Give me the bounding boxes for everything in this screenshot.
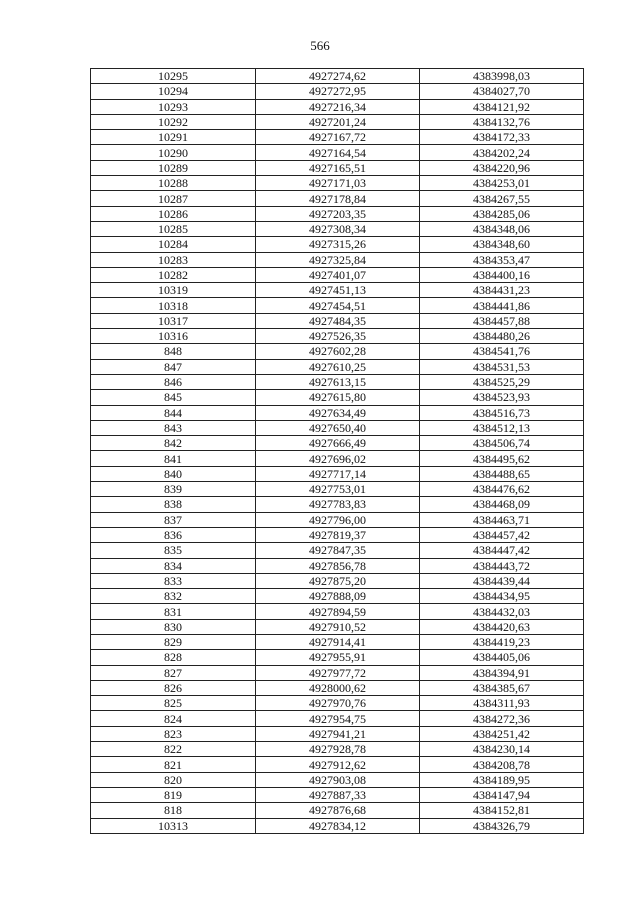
table-row	[91, 267, 584, 282]
x-coordinate-cell: 4927928,78	[256, 742, 420, 757]
point-number-cell: 10318	[91, 298, 256, 313]
table-row	[91, 436, 584, 451]
coordinates-table-body	[91, 69, 584, 834]
x-coordinate-cell: 4927941,21	[256, 726, 420, 741]
table-row	[91, 573, 584, 588]
y-coordinate-cell: 4384468,09	[420, 497, 584, 512]
x-coordinate-cell: 4927910,52	[256, 619, 420, 634]
x-coordinate-cell: 4927753,01	[256, 482, 420, 497]
table-row	[91, 84, 584, 99]
y-coordinate-cell: 4383998,03	[420, 69, 584, 84]
y-coordinate-cell: 4384457,42	[420, 527, 584, 542]
x-coordinate-cell: 4927274,62	[256, 69, 420, 84]
point-number-cell: 836	[91, 527, 256, 542]
x-coordinate-cell: 4927887,33	[256, 787, 420, 802]
x-coordinate-cell: 4927903,08	[256, 772, 420, 787]
x-coordinate-cell: 4927201,24	[256, 114, 420, 129]
y-coordinate-cell: 4384353,47	[420, 252, 584, 267]
y-coordinate-cell: 4384311,93	[420, 696, 584, 711]
table-row	[91, 772, 584, 787]
point-number-cell: 833	[91, 573, 256, 588]
point-number-cell: 837	[91, 512, 256, 527]
y-coordinate-cell: 4384447,42	[420, 543, 584, 558]
table-row	[91, 527, 584, 542]
table-row	[91, 313, 584, 328]
y-coordinate-cell: 4384419,23	[420, 634, 584, 649]
table-row	[91, 787, 584, 802]
x-coordinate-cell: 4927178,84	[256, 191, 420, 206]
x-coordinate-cell: 4927325,84	[256, 252, 420, 267]
x-coordinate-cell: 4927696,02	[256, 451, 420, 466]
table-row	[91, 99, 584, 114]
y-coordinate-cell: 4384385,67	[420, 680, 584, 695]
x-coordinate-cell: 4927451,13	[256, 283, 420, 298]
table-row	[91, 176, 584, 191]
point-number-cell: 10286	[91, 206, 256, 221]
table-row	[91, 482, 584, 497]
x-coordinate-cell: 4927666,49	[256, 436, 420, 451]
y-coordinate-cell: 4384230,14	[420, 742, 584, 757]
point-number-cell: 842	[91, 436, 256, 451]
point-number-cell: 10291	[91, 130, 256, 145]
point-number-cell: 826	[91, 680, 256, 695]
table-row	[91, 221, 584, 236]
x-coordinate-cell: 4927796,00	[256, 512, 420, 527]
point-number-cell: 10284	[91, 237, 256, 252]
table-row	[91, 237, 584, 252]
table-row	[91, 742, 584, 757]
coordinates-table	[90, 68, 584, 834]
x-coordinate-cell: 4927894,59	[256, 604, 420, 619]
x-coordinate-cell: 4927203,35	[256, 206, 420, 221]
y-coordinate-cell: 4384400,16	[420, 267, 584, 282]
table-row	[91, 329, 584, 344]
table-row	[91, 634, 584, 649]
x-coordinate-cell: 4927970,76	[256, 696, 420, 711]
point-number-cell: 823	[91, 726, 256, 741]
y-coordinate-cell: 4384220,96	[420, 160, 584, 175]
x-coordinate-cell: 4927977,72	[256, 665, 420, 680]
point-number-cell: 832	[91, 589, 256, 604]
y-coordinate-cell: 4384348,60	[420, 237, 584, 252]
point-number-cell: 843	[91, 420, 256, 435]
y-coordinate-cell: 4384463,71	[420, 512, 584, 527]
point-number-cell: 10317	[91, 313, 256, 328]
x-coordinate-cell: 4927914,41	[256, 634, 420, 649]
table-row	[91, 374, 584, 389]
x-coordinate-cell: 4927847,35	[256, 543, 420, 558]
table-row	[91, 650, 584, 665]
point-number-cell: 830	[91, 619, 256, 634]
y-coordinate-cell: 4384147,94	[420, 787, 584, 802]
table-row	[91, 543, 584, 558]
x-coordinate-cell: 4927613,15	[256, 374, 420, 389]
point-number-cell: 10292	[91, 114, 256, 129]
point-number-cell: 841	[91, 451, 256, 466]
x-coordinate-cell: 4927875,20	[256, 573, 420, 588]
point-number-cell: 10282	[91, 267, 256, 282]
x-coordinate-cell: 4927955,91	[256, 650, 420, 665]
point-number-cell: 840	[91, 466, 256, 481]
x-coordinate-cell: 4927876,68	[256, 803, 420, 818]
y-coordinate-cell: 4384523,93	[420, 390, 584, 405]
table-row	[91, 145, 584, 160]
point-number-cell: 10295	[91, 69, 256, 84]
x-coordinate-cell: 4927615,80	[256, 390, 420, 405]
y-coordinate-cell: 4384439,44	[420, 573, 584, 588]
point-number-cell: 822	[91, 742, 256, 757]
y-coordinate-cell: 4384253,01	[420, 176, 584, 191]
point-number-cell: 844	[91, 405, 256, 420]
y-coordinate-cell: 4384443,72	[420, 558, 584, 573]
table-row	[91, 114, 584, 129]
table-row	[91, 283, 584, 298]
x-coordinate-cell: 4927856,78	[256, 558, 420, 573]
x-coordinate-cell: 4927717,14	[256, 466, 420, 481]
x-coordinate-cell: 4927216,34	[256, 99, 420, 114]
table-row	[91, 466, 584, 481]
point-number-cell: 10289	[91, 160, 256, 175]
point-number-cell: 825	[91, 696, 256, 711]
table-row	[91, 420, 584, 435]
y-coordinate-cell: 4384441,86	[420, 298, 584, 313]
y-coordinate-cell: 4384132,76	[420, 114, 584, 129]
y-coordinate-cell: 4384121,92	[420, 99, 584, 114]
y-coordinate-cell: 4384506,74	[420, 436, 584, 451]
point-number-cell: 848	[91, 344, 256, 359]
y-coordinate-cell: 4384285,06	[420, 206, 584, 221]
y-coordinate-cell: 4384152,81	[420, 803, 584, 818]
point-number-cell: 10294	[91, 84, 256, 99]
table-row	[91, 604, 584, 619]
table-row	[91, 619, 584, 634]
point-number-cell: 10288	[91, 176, 256, 191]
x-coordinate-cell: 4927164,54	[256, 145, 420, 160]
y-coordinate-cell: 4384189,95	[420, 772, 584, 787]
x-coordinate-cell: 4928000,62	[256, 680, 420, 695]
y-coordinate-cell: 4384027,70	[420, 84, 584, 99]
page-number: 566	[310, 38, 330, 53]
x-coordinate-cell: 4927650,40	[256, 420, 420, 435]
x-coordinate-cell: 4927315,26	[256, 237, 420, 252]
table-row	[91, 512, 584, 527]
x-coordinate-cell: 4927454,51	[256, 298, 420, 313]
y-coordinate-cell: 4384525,29	[420, 374, 584, 389]
table-row	[91, 206, 584, 221]
point-number-cell: 828	[91, 650, 256, 665]
table-row	[91, 711, 584, 726]
table-row	[91, 665, 584, 680]
table-row	[91, 405, 584, 420]
y-coordinate-cell: 4384326,79	[420, 818, 584, 833]
point-number-cell: 827	[91, 665, 256, 680]
x-coordinate-cell: 4927308,34	[256, 221, 420, 236]
y-coordinate-cell: 4384394,91	[420, 665, 584, 680]
x-coordinate-cell: 4927526,35	[256, 329, 420, 344]
table-row	[91, 191, 584, 206]
table-row	[91, 497, 584, 512]
point-number-cell: 10313	[91, 818, 256, 833]
point-number-cell: 846	[91, 374, 256, 389]
point-number-cell: 834	[91, 558, 256, 573]
y-coordinate-cell: 4384348,06	[420, 221, 584, 236]
table-row	[91, 69, 584, 84]
table-row	[91, 344, 584, 359]
x-coordinate-cell: 4927602,28	[256, 344, 420, 359]
y-coordinate-cell: 4384516,73	[420, 405, 584, 420]
point-number-cell: 847	[91, 359, 256, 374]
table-row	[91, 451, 584, 466]
x-coordinate-cell: 4927954,75	[256, 711, 420, 726]
y-coordinate-cell: 4384272,36	[420, 711, 584, 726]
x-coordinate-cell: 4927634,49	[256, 405, 420, 420]
point-number-cell: 10285	[91, 221, 256, 236]
table-row	[91, 252, 584, 267]
x-coordinate-cell: 4927912,62	[256, 757, 420, 772]
table-row	[91, 726, 584, 741]
x-coordinate-cell: 4927819,37	[256, 527, 420, 542]
y-coordinate-cell: 4384476,62	[420, 482, 584, 497]
y-coordinate-cell: 4384405,06	[420, 650, 584, 665]
table-row	[91, 818, 584, 833]
x-coordinate-cell: 4927834,12	[256, 818, 420, 833]
point-number-cell: 820	[91, 772, 256, 787]
point-number-cell: 835	[91, 543, 256, 558]
table-row	[91, 757, 584, 772]
x-coordinate-cell: 4927171,03	[256, 176, 420, 191]
point-number-cell: 839	[91, 482, 256, 497]
table-row	[91, 298, 584, 313]
y-coordinate-cell: 4384267,55	[420, 191, 584, 206]
y-coordinate-cell: 4384531,53	[420, 359, 584, 374]
y-coordinate-cell: 4384480,26	[420, 329, 584, 344]
y-coordinate-cell: 4384488,65	[420, 466, 584, 481]
y-coordinate-cell: 4384512,13	[420, 420, 584, 435]
point-number-cell: 10287	[91, 191, 256, 206]
table-row	[91, 558, 584, 573]
point-number-cell: 831	[91, 604, 256, 619]
y-coordinate-cell: 4384495,62	[420, 451, 584, 466]
table-row	[91, 803, 584, 818]
y-coordinate-cell: 4384431,23	[420, 283, 584, 298]
point-number-cell: 821	[91, 757, 256, 772]
point-number-cell: 10293	[91, 99, 256, 114]
table-row	[91, 680, 584, 695]
y-coordinate-cell: 4384541,76	[420, 344, 584, 359]
y-coordinate-cell: 4384172,33	[420, 130, 584, 145]
point-number-cell: 824	[91, 711, 256, 726]
table-row	[91, 589, 584, 604]
point-number-cell: 10316	[91, 329, 256, 344]
table-row	[91, 160, 584, 175]
x-coordinate-cell: 4927888,09	[256, 589, 420, 604]
x-coordinate-cell: 4927272,95	[256, 84, 420, 99]
point-number-cell: 845	[91, 390, 256, 405]
table-row	[91, 696, 584, 711]
y-coordinate-cell: 4384434,95	[420, 589, 584, 604]
x-coordinate-cell: 4927167,72	[256, 130, 420, 145]
point-number-cell: 818	[91, 803, 256, 818]
y-coordinate-cell: 4384202,24	[420, 145, 584, 160]
y-coordinate-cell: 4384251,42	[420, 726, 584, 741]
x-coordinate-cell: 4927401,07	[256, 267, 420, 282]
x-coordinate-cell: 4927484,35	[256, 313, 420, 328]
point-number-cell: 10283	[91, 252, 256, 267]
table-row	[91, 390, 584, 405]
point-number-cell: 819	[91, 787, 256, 802]
y-coordinate-cell: 4384432,03	[420, 604, 584, 619]
point-number-cell: 10319	[91, 283, 256, 298]
point-number-cell: 10290	[91, 145, 256, 160]
x-coordinate-cell: 4927165,51	[256, 160, 420, 175]
point-number-cell: 829	[91, 634, 256, 649]
x-coordinate-cell: 4927610,25	[256, 359, 420, 374]
y-coordinate-cell: 4384457,88	[420, 313, 584, 328]
table-row	[91, 359, 584, 374]
table-row	[91, 130, 584, 145]
y-coordinate-cell: 4384420,63	[420, 619, 584, 634]
y-coordinate-cell: 4384208,78	[420, 757, 584, 772]
point-number-cell: 838	[91, 497, 256, 512]
x-coordinate-cell: 4927783,83	[256, 497, 420, 512]
